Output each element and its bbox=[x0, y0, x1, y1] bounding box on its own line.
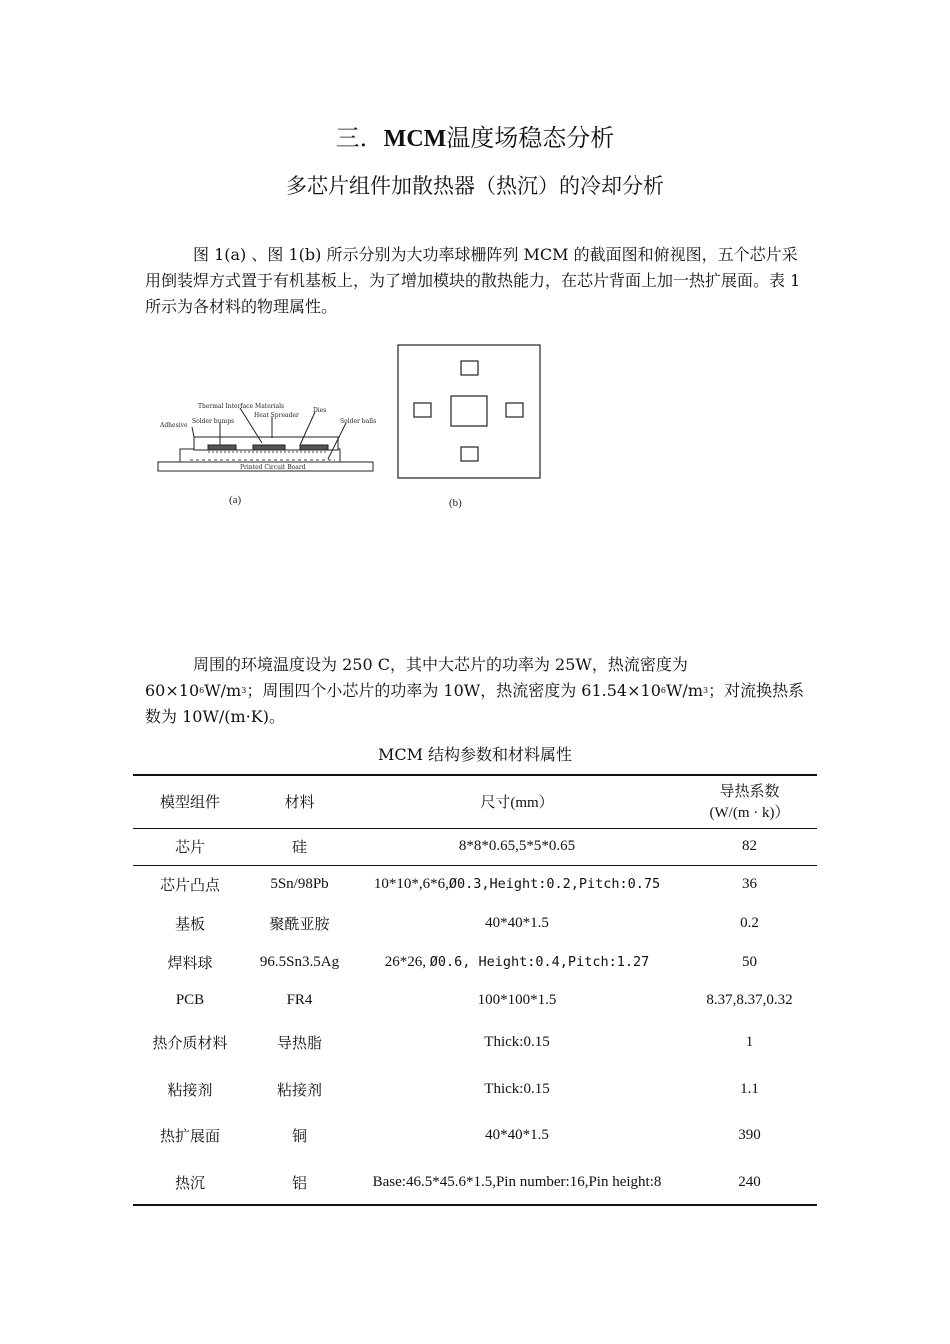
cell: 热介质材料 bbox=[152, 1035, 228, 1052]
paragraph-2-t1: 周围的环境温度设为 250 C，其中大芯片的功率为 25W，热流密度为 60×10 bbox=[145, 655, 688, 700]
die-1 bbox=[208, 445, 236, 450]
top-die-north bbox=[461, 361, 478, 375]
header-component: 模型组件 bbox=[159, 794, 220, 811]
label-pcb: Printed Circuit Board bbox=[240, 464, 306, 471]
figure-1b-top-view bbox=[398, 345, 540, 478]
cell: 40*40*1.5 bbox=[485, 915, 549, 931]
paragraph-2-s3: 6 bbox=[660, 686, 666, 695]
cell: 聚酰亚胺 bbox=[269, 917, 330, 933]
cell-part: 26*26, bbox=[384, 954, 430, 970]
cell: 铜 bbox=[291, 1128, 307, 1145]
cell: 36 bbox=[742, 876, 757, 892]
table-header-rule bbox=[133, 828, 817, 829]
caption-b: (b) bbox=[449, 497, 462, 509]
top-die-large bbox=[451, 396, 487, 426]
material-table bbox=[133, 774, 817, 1206]
table-row1-rule bbox=[133, 865, 817, 866]
paragraph-2-t5: ；对流换热系数为 10W/(m·K)。 bbox=[145, 681, 805, 726]
cell: Base:46.5*45.6*1.5,Pin number:16,Pin height:8 bbox=[372, 1174, 662, 1190]
top-die-west bbox=[414, 403, 431, 417]
cell: 粘接剂 bbox=[167, 1082, 213, 1099]
leader-adhesive bbox=[192, 427, 194, 437]
caption-a: (a) bbox=[229, 494, 242, 506]
top-view-outline bbox=[398, 345, 540, 478]
paragraph-2-s4: 3 bbox=[703, 686, 709, 695]
cell: 芯片 bbox=[174, 840, 205, 856]
table-row bbox=[133, 1158, 817, 1206]
label-solder-balls: Solder balls bbox=[340, 418, 377, 425]
cell: FR4 bbox=[286, 991, 313, 1008]
cell: Thick:0.15 bbox=[484, 1033, 550, 1050]
table-caption: MCM 结构参数和材料属性 bbox=[377, 745, 573, 764]
header-material: 材料 bbox=[284, 794, 315, 811]
table-row bbox=[133, 1112, 817, 1158]
heading-rest: 温度场稳态分析 bbox=[446, 124, 615, 152]
table-row bbox=[133, 943, 817, 982]
subheading: 多芯片组件加散热器（热沉）的冷却分析 bbox=[286, 174, 664, 198]
paragraph-2 bbox=[145, 652, 807, 730]
paragraph-2-s2: 3 bbox=[241, 686, 247, 695]
table-row bbox=[133, 865, 817, 904]
table-header-row bbox=[133, 774, 817, 828]
table-top-rule bbox=[133, 774, 817, 776]
cell: 焊料球 bbox=[167, 956, 213, 972]
cell: 铝 bbox=[291, 1175, 307, 1192]
cell: 热沉 bbox=[174, 1175, 205, 1192]
top-die-south bbox=[461, 447, 478, 461]
paragraph-1-text: 图 1(a) 、图 1(b) 所示分别为大功率球栅阵列 MCM 的截面图和俯视图，五个芯片采用倒装焊方式置于有机基板上，为了增加模块的散热能力，在芯片背面上加一热扩展面。表 1 所示为各材料的物理属性。 bbox=[145, 245, 801, 316]
cell: 基板 bbox=[174, 917, 205, 933]
section-heading bbox=[0, 118, 950, 153]
label-thermal-interface: Thermal Interface Materials bbox=[198, 403, 285, 410]
cell: 96.5Sn3.5Ag bbox=[259, 954, 340, 970]
heading-prefix: 三． bbox=[335, 124, 384, 152]
table-row bbox=[133, 904, 817, 943]
paragraph-2-t2: W/m bbox=[204, 681, 242, 700]
label-dies: Dies bbox=[313, 407, 327, 414]
cell: 导热脂 bbox=[276, 1035, 322, 1052]
cell-part-mono: Ø0.6, Height:0.4,Pitch:1.27 bbox=[429, 954, 650, 970]
cell: 热扩展面 bbox=[159, 1128, 220, 1145]
header-conductivity bbox=[682, 774, 817, 828]
header-size: 尺寸(mm） bbox=[480, 794, 554, 811]
label-solder-bumps: Solder bumps bbox=[192, 418, 235, 425]
cell: 82 bbox=[742, 838, 757, 854]
cell: 100*100*1.5 bbox=[477, 991, 557, 1008]
cell-part-mono: Ø0.3,Height:0.2,Pitch:0.75 bbox=[448, 876, 661, 892]
cell: 390 bbox=[738, 1126, 761, 1143]
cell: 硅 bbox=[291, 840, 307, 856]
table-row bbox=[133, 1018, 817, 1066]
cell: Thick:0.15 bbox=[484, 1080, 550, 1097]
cell: 40*40*1.5 bbox=[485, 1126, 549, 1143]
cell: 粘接剂 bbox=[276, 1082, 322, 1099]
cell: 5Sn/98Pb bbox=[270, 876, 329, 892]
cell: 芯片凸点 bbox=[159, 878, 220, 894]
table-row bbox=[133, 982, 817, 1018]
cell: 1 bbox=[745, 1033, 754, 1050]
label-adhesive: Adhesive bbox=[160, 422, 188, 429]
cell: 50 bbox=[742, 954, 757, 970]
cell: PCB bbox=[175, 991, 205, 1008]
paragraph-2-s1: 6 bbox=[199, 686, 205, 695]
header-conductivity-line1: 导热系数 bbox=[719, 784, 780, 800]
figure-1 bbox=[150, 335, 570, 525]
cell-part: 10*10*,6*6, bbox=[373, 876, 449, 892]
table-row bbox=[133, 828, 817, 865]
paragraph-2-t3: ；周围四个小芯片的功率为 10W，热流密度为 61.54×10 bbox=[246, 681, 661, 700]
cell: 8.37,8.37,0.32 bbox=[706, 991, 793, 1008]
header-conductivity-line2: (W/(m · k)） bbox=[709, 805, 790, 821]
die-3 bbox=[300, 445, 328, 450]
label-heat-spreader: Heat Spreader bbox=[254, 412, 299, 419]
cell: 0.2 bbox=[740, 915, 759, 931]
cell: 8*8*0.65,5*5*0.65 bbox=[458, 838, 576, 854]
cell: 240 bbox=[738, 1173, 761, 1190]
paragraph-2-t4: W/m bbox=[665, 681, 703, 700]
top-die-east bbox=[506, 403, 523, 417]
cell bbox=[352, 943, 682, 982]
cell: 1.1 bbox=[740, 1080, 759, 1097]
table-row bbox=[133, 1066, 817, 1112]
paragraph-1 bbox=[145, 242, 807, 320]
heading-bold: MCM bbox=[383, 126, 447, 152]
cell bbox=[352, 865, 682, 904]
table-bottom-rule bbox=[133, 1204, 817, 1206]
die-2 bbox=[253, 445, 285, 450]
